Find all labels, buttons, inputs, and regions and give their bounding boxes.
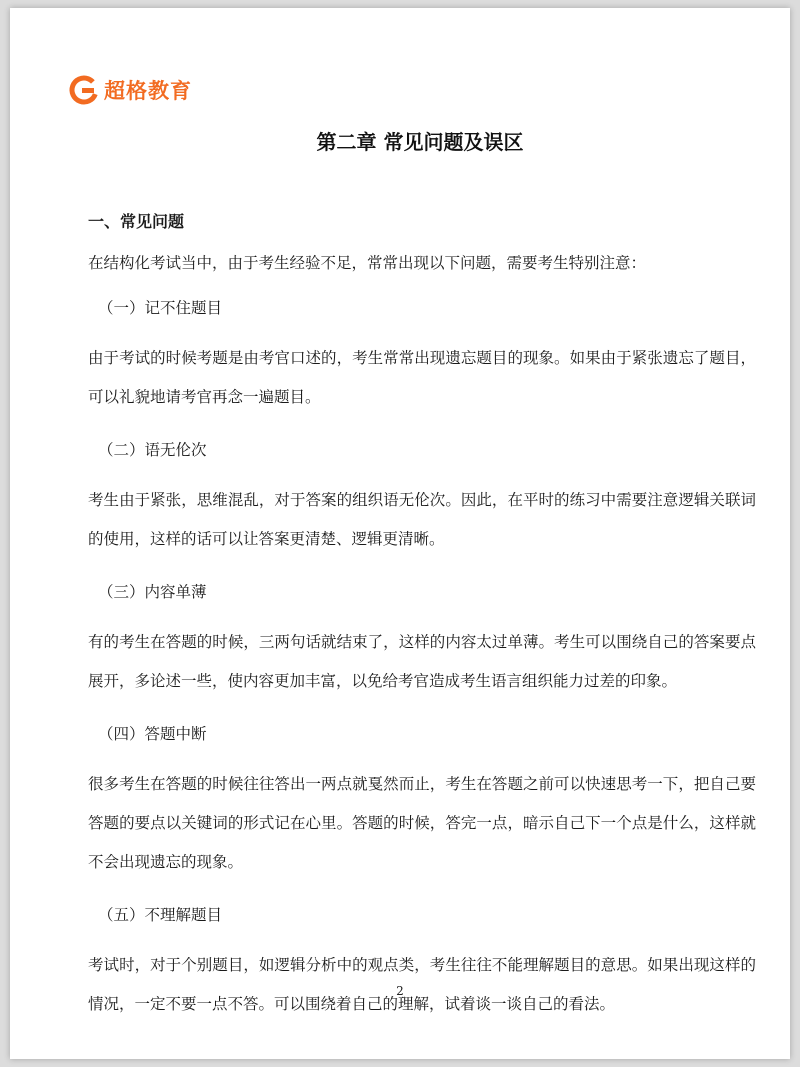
brand-logo-icon [68,74,100,106]
document-body [88,208,756,1043]
document-page [10,8,790,1059]
item-text-1: 由于考试的时候考题是由考官口述的，考生常常出现遗忘题目的现象。如果由于紧张遗忘了题目，可以礼貌地请考官再念一遍题目。 [88,349,756,406]
brand-logo [68,72,192,108]
item-heading-3: （三）内容单薄 [98,583,207,601]
item-heading-2: （二）语无伦次 [98,441,207,459]
item-heading-5: （五）不理解题目 [98,906,223,924]
chapter-title: 第二章 常见问题及误区 [316,130,524,154]
item-heading-1: （一）记不住题目 [98,299,223,317]
intro-paragraph: 在结构化考试当中，由于考生经验不足，常常出现以下问题，需要考生特别注意： [88,254,647,272]
item-text-3: 有的考生在答题的时候，三两句话就结束了，这样的内容太过单薄。考生可以围绕自己的答案要点展开，多论述一些，使内容更加丰富，以免给考官造成考生语言组织能力过差的印象。 [88,633,756,690]
section-heading: 一、常见问题 [88,212,185,231]
item-text-4: 很多考生在答题的时候往往答出一两点就戛然而止，考生在答题之前可以快速思考一下，把自己要答题的要点以关键词的形式记在心里。答题的时候，答完一点，暗示自己下一个点是什么，这样就不会出现遗忘的现象。 [88,775,756,871]
item-text-5: 考试时，对于个别题目，如逻辑分析中的观点类，考生往往不能理解题目的意思。如果出现这样的情况，一定不要一点不答。可以围绕着自己的理解，试着谈一谈自己的看法。 [88,956,756,1013]
item-text-2: 考生由于紧张，思维混乱，对于答案的组织语无伦次。因此，在平时的练习中需要注意逻辑关联词的使用，这样的话可以让答案更清楚、逻辑更清晰。 [88,491,756,548]
brand-name: 超格教育 [104,79,192,103]
item-heading-4: （四）答题中断 [98,725,207,743]
page-number: 2 [396,984,404,998]
